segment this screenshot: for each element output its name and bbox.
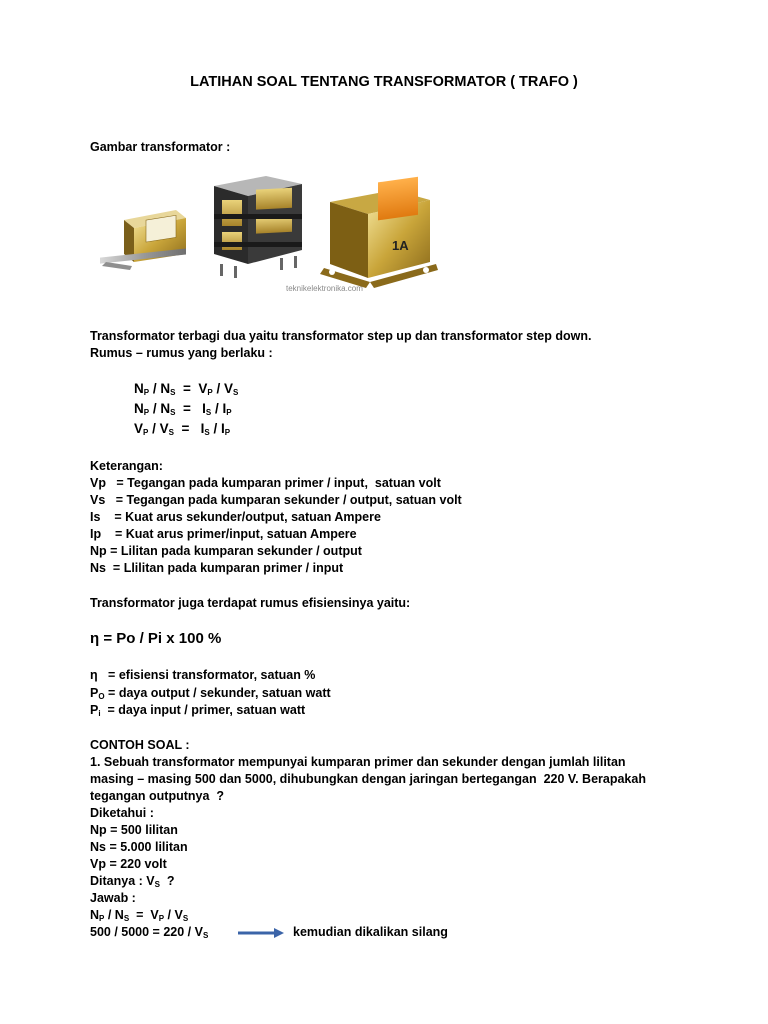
keterangan-vs: Vs = Tegangan pada kumparan sekunder / output, satuan volt — [90, 493, 462, 507]
ditanya: Ditanya : $V_S$ ? — [90, 874, 175, 889]
small-transformer — [100, 210, 186, 270]
answer-step-1: $N_P / N_S = V_P / V_S$ — [90, 908, 189, 923]
transformer-photo — [96, 170, 446, 300]
large-transformer — [320, 177, 438, 288]
rating-label: 1A — [392, 238, 409, 253]
keterangan-ns: Ns = Llilitan pada kumparan primer / input — [90, 561, 344, 575]
diketahui-heading: Diketahui : — [90, 806, 154, 820]
known-np: Np = 500 lilitan — [90, 823, 178, 837]
question-line-1: 1. Sebuah transformator mempunyai kumparan primer dan sekunder dengan jumlah lilitan — [90, 755, 626, 769]
formula-3: $V_P / V_S = I_S / I_P$ — [134, 421, 231, 437]
known-vp: Vp = 220 volt — [90, 857, 167, 871]
eta-definition: η = efisiensi transformator, satuan % — [90, 668, 316, 682]
contoh-heading: CONTOH SOAL : — [90, 738, 190, 752]
answer-step-2: $500 / 5000 = 220 / V_S$ — [90, 925, 209, 940]
formula-1: $N_P / N_S = V_P / V_S$ — [134, 381, 239, 397]
efisiensi-intro: Transformator juga terdapat rumus efisiensinya yaitu: — [90, 596, 411, 610]
intro-line-1: Transformator terbagi dua yaitu transformator step up dan transformator step down. — [90, 329, 592, 343]
page-title: LATIHAN SOAL TENTANG TRANSFORMATOR ( TRAFO ) — [190, 74, 578, 90]
image-caption: Gambar transformator : — [90, 140, 231, 154]
keterangan-is: Is = Kuat arus sekunder/output, satuan Ampere — [90, 510, 381, 524]
arrow-note: kemudian dikalikan silang — [293, 925, 448, 939]
pi-definition: $P_i$ = daya input / primer, satuan watt — [90, 703, 306, 718]
question-line-2: masing – masing 500 dan 5000, dihubungkan dengan jaringan bertegangan 220 V. Berapakah — [90, 772, 646, 786]
middle-transformer — [214, 176, 302, 278]
keterangan-ip: Ip = Kuat arus primer/input, satuan Ampere — [90, 527, 357, 541]
image-watermark: teknikelektronika.com — [286, 284, 363, 293]
question-line-3: tegangan outputnya ? — [90, 789, 225, 803]
keterangan-np: Np = Lilitan pada kumparan sekunder / output — [90, 544, 362, 558]
right-arrow-icon — [236, 926, 286, 940]
known-ns: Ns = 5.000 lilitan — [90, 840, 188, 854]
keterangan-heading: Keterangan: — [90, 459, 163, 473]
jawab-heading: Jawab : — [90, 891, 136, 905]
efisiensi-formula: η = Po / Pi x 100 % — [90, 630, 222, 647]
intro-line-2: Rumus – rumus yang berlaku : — [90, 346, 273, 360]
formula-2: $N_P / N_S = I_S / I_P$ — [134, 401, 232, 417]
keterangan-vp: Vp = Tegangan pada kumparan primer / input, satuan volt — [90, 476, 441, 490]
po-definition: $P_O$ = daya output / sekunder, satuan watt — [90, 686, 331, 701]
